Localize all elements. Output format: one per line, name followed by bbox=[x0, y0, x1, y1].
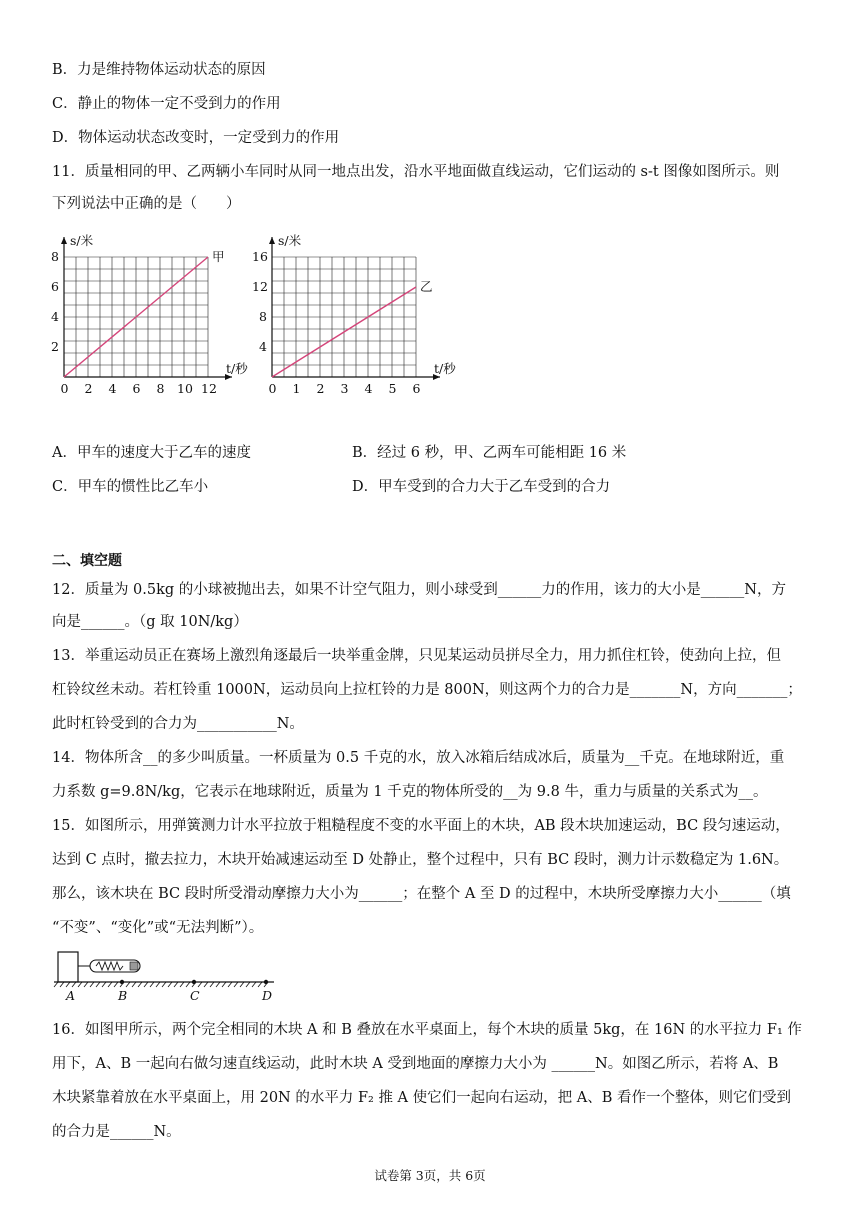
q11-option-b: B．经过 6 秒，甲、乙两车可能相距 16 米 bbox=[352, 445, 627, 461]
chart-jia bbox=[40, 225, 270, 400]
ground-hatch bbox=[234, 982, 238, 987]
x-tick-label: 0 bbox=[268, 381, 277, 396]
q16-line3: 木块紧靠着放在水平桌面上，用 20N 的水平力 F₂ 推 A 使它们一起向右运动，把 A、B 看作一个整体，则它们受到 bbox=[52, 1090, 791, 1106]
q15-line4: “不变”、“变化”或“无法判断”）。 bbox=[52, 920, 264, 936]
q10-option-b: B．力是维持物体运动状态的原因 bbox=[52, 62, 266, 78]
y-tick-label: 6 bbox=[51, 279, 59, 294]
x-tick-label: 6 bbox=[412, 381, 421, 396]
ground-hatch bbox=[132, 982, 136, 987]
ground-hatch bbox=[114, 982, 118, 987]
x-tick-label: 0 bbox=[60, 381, 69, 396]
y-axis-arrow bbox=[61, 237, 67, 244]
ground-hatch bbox=[240, 982, 244, 987]
x-tick-label: 2 bbox=[316, 381, 325, 396]
q16-line1: 16．如图甲所示，两个完全相同的木块 A 和 B 叠放在水平桌面上，每个木块的质量 5kg，在 16N 的水平拉力 F₁ 作 bbox=[52, 1022, 802, 1038]
section-heading: 二、填空题 bbox=[52, 553, 122, 569]
ground-hatch bbox=[90, 982, 94, 987]
ground-hatch bbox=[72, 982, 76, 987]
x-tick-label: 6 bbox=[132, 381, 141, 396]
y-axis-label: s/米 bbox=[278, 233, 302, 248]
ground-hatch bbox=[54, 982, 58, 987]
chart-yi bbox=[248, 225, 478, 400]
q14-line1: 14．物体所含__的多少叫质量。一杯质量为 0.5 千克的水，放入冰箱后结成冰后，质量为__千克。在地球附近，重 bbox=[52, 750, 785, 766]
y-axis-label: s/米 bbox=[70, 233, 94, 248]
q11-option-d: D．甲车受到的合力大于乙车受到的合力 bbox=[352, 479, 611, 495]
x-tick-label: 1 bbox=[292, 381, 301, 396]
q10-option-d: D．物体运动状态改变时，一定受到力的作用 bbox=[52, 130, 340, 146]
ground-hatch bbox=[126, 982, 130, 987]
q16-line4: 的合力是______N。 bbox=[52, 1124, 181, 1140]
y-tick-label: 16 bbox=[252, 249, 268, 264]
ground-hatch bbox=[186, 982, 190, 987]
q13-line1: 13．举重运动员正在赛场上激烈角逐最后一块举重金牌，只见某运动员拼尽全力，用力抓住杠铃，使劲向上拉，但 bbox=[52, 648, 781, 664]
series-label: 乙 bbox=[420, 279, 433, 294]
ground-hatch bbox=[138, 982, 142, 987]
ground-hatch bbox=[78, 982, 82, 987]
label-c: C bbox=[190, 988, 200, 1003]
wood-block bbox=[58, 952, 78, 982]
ground-hatch bbox=[216, 982, 220, 987]
ground-hatch bbox=[210, 982, 214, 987]
q11-stem-line2: 下列说法中正确的是（ ） bbox=[52, 196, 241, 212]
spring-scale bbox=[90, 960, 140, 972]
q11-option-a: A．甲车的速度大于乙车的速度 bbox=[52, 445, 251, 461]
y-tick-label: 8 bbox=[259, 309, 267, 324]
q15-line3: 那么，该木块在 BC 段时所受滑动摩擦力大小为______；在整个 A 至 D 的过程中，木块所受摩擦力大小______（填 bbox=[52, 886, 791, 902]
label-a: A bbox=[66, 988, 76, 1003]
point-b bbox=[120, 980, 124, 984]
ground-hatch bbox=[222, 982, 226, 987]
ground-hatch bbox=[168, 982, 172, 987]
y-axis-arrow bbox=[269, 237, 275, 244]
x-tick-label: 4 bbox=[364, 381, 373, 396]
x-tick-label: 2 bbox=[84, 381, 93, 396]
x-tick-label: 8 bbox=[156, 381, 165, 396]
ground-hatch bbox=[246, 982, 250, 987]
q11-stem-line1: 11．质量相同的甲、乙两辆小车同时从同一地点出发，沿水平地面做直线运动，它们运动的 s-t 图像如图所示。则 bbox=[52, 164, 780, 180]
y-tick-label: 8 bbox=[51, 249, 59, 264]
page-footer: 试卷第 3页，共 6页 bbox=[374, 1168, 486, 1183]
series-label: 甲 bbox=[212, 249, 225, 264]
ground-hatch bbox=[108, 982, 112, 987]
q15-figure bbox=[52, 948, 292, 1006]
label-b: B bbox=[118, 988, 128, 1003]
y-tick-label: 4 bbox=[51, 309, 59, 324]
y-tick-label: 2 bbox=[51, 339, 59, 354]
ground-hatch bbox=[84, 982, 88, 987]
ground-hatch bbox=[204, 982, 208, 987]
ground-hatch bbox=[252, 982, 256, 987]
ground-hatch bbox=[162, 982, 166, 987]
q13-line2: 杠铃纹丝未动。若杠铃重 1000N，运动员向上拉杠铃的力是 800N，则这两个力的合力是_______N，方向_______； bbox=[52, 682, 802, 698]
x-tick-label: 12 bbox=[201, 381, 217, 396]
x-axis-label: t/秒 bbox=[226, 361, 248, 376]
ground-hatch bbox=[258, 982, 262, 987]
x-axis-label: t/秒 bbox=[434, 361, 456, 376]
x-tick-label: 10 bbox=[177, 381, 193, 396]
q12-line1: 12．质量为 0.5kg 的小球被抛出去，如果不计空气阻力，则小球受到______力的作用，该力的大小是______N，方 bbox=[52, 582, 786, 598]
q13-line3: 此时杠铃受到的合力为___________N。 bbox=[52, 716, 304, 732]
q12-line2: 向是______。（g 取 10N/kg） bbox=[52, 614, 248, 630]
x-tick-label: 3 bbox=[340, 381, 349, 396]
point-c bbox=[192, 980, 196, 984]
x-tick-label: 4 bbox=[108, 381, 117, 396]
ground-hatch bbox=[96, 982, 100, 987]
ground-hatch bbox=[180, 982, 184, 987]
q11-option-c: C．甲车的惯性比乙车小 bbox=[52, 479, 209, 495]
y-tick-label: 12 bbox=[252, 279, 268, 294]
point-d bbox=[264, 980, 268, 984]
ground-hatch bbox=[66, 982, 70, 987]
ground-hatch bbox=[156, 982, 160, 987]
q16-line2: 用下，A、B 一起向右做匀速直线运动，此时木块 A 受到地面的摩擦力大小为 ______N。如图乙所示，若将 A、B bbox=[52, 1056, 779, 1072]
y-tick-label: 4 bbox=[259, 339, 267, 354]
ground-hatch bbox=[102, 982, 106, 987]
ground-hatch bbox=[150, 982, 154, 987]
q15-line2: 达到 C 点时，撤去拉力，木块开始减速运动至 D 处静止，整个过程中，只有 BC 段时，测力计示数稳定为 1.6N。 bbox=[52, 852, 789, 868]
x-tick-label: 5 bbox=[388, 381, 397, 396]
ground-hatch bbox=[174, 982, 178, 987]
ground-hatch bbox=[144, 982, 148, 987]
label-d: D bbox=[262, 988, 273, 1003]
q15-line1: 15．如图所示，用弹簧测力计水平拉放于粗糙程度不变的水平面上的木块，AB 段木块加速运动，BC 段匀速运动， bbox=[52, 818, 790, 834]
q10-option-c: C．静止的物体一定不受到力的作用 bbox=[52, 96, 281, 112]
ground-hatch bbox=[228, 982, 232, 987]
ground-hatch bbox=[198, 982, 202, 987]
ground-hatch bbox=[60, 982, 64, 987]
q14-line2: 力系数 g=9.8N/kg，它表示在地球附近，质量为 1 千克的物体所受的__为 9.8 牛，重力与质量的关系式为__。 bbox=[52, 784, 768, 800]
